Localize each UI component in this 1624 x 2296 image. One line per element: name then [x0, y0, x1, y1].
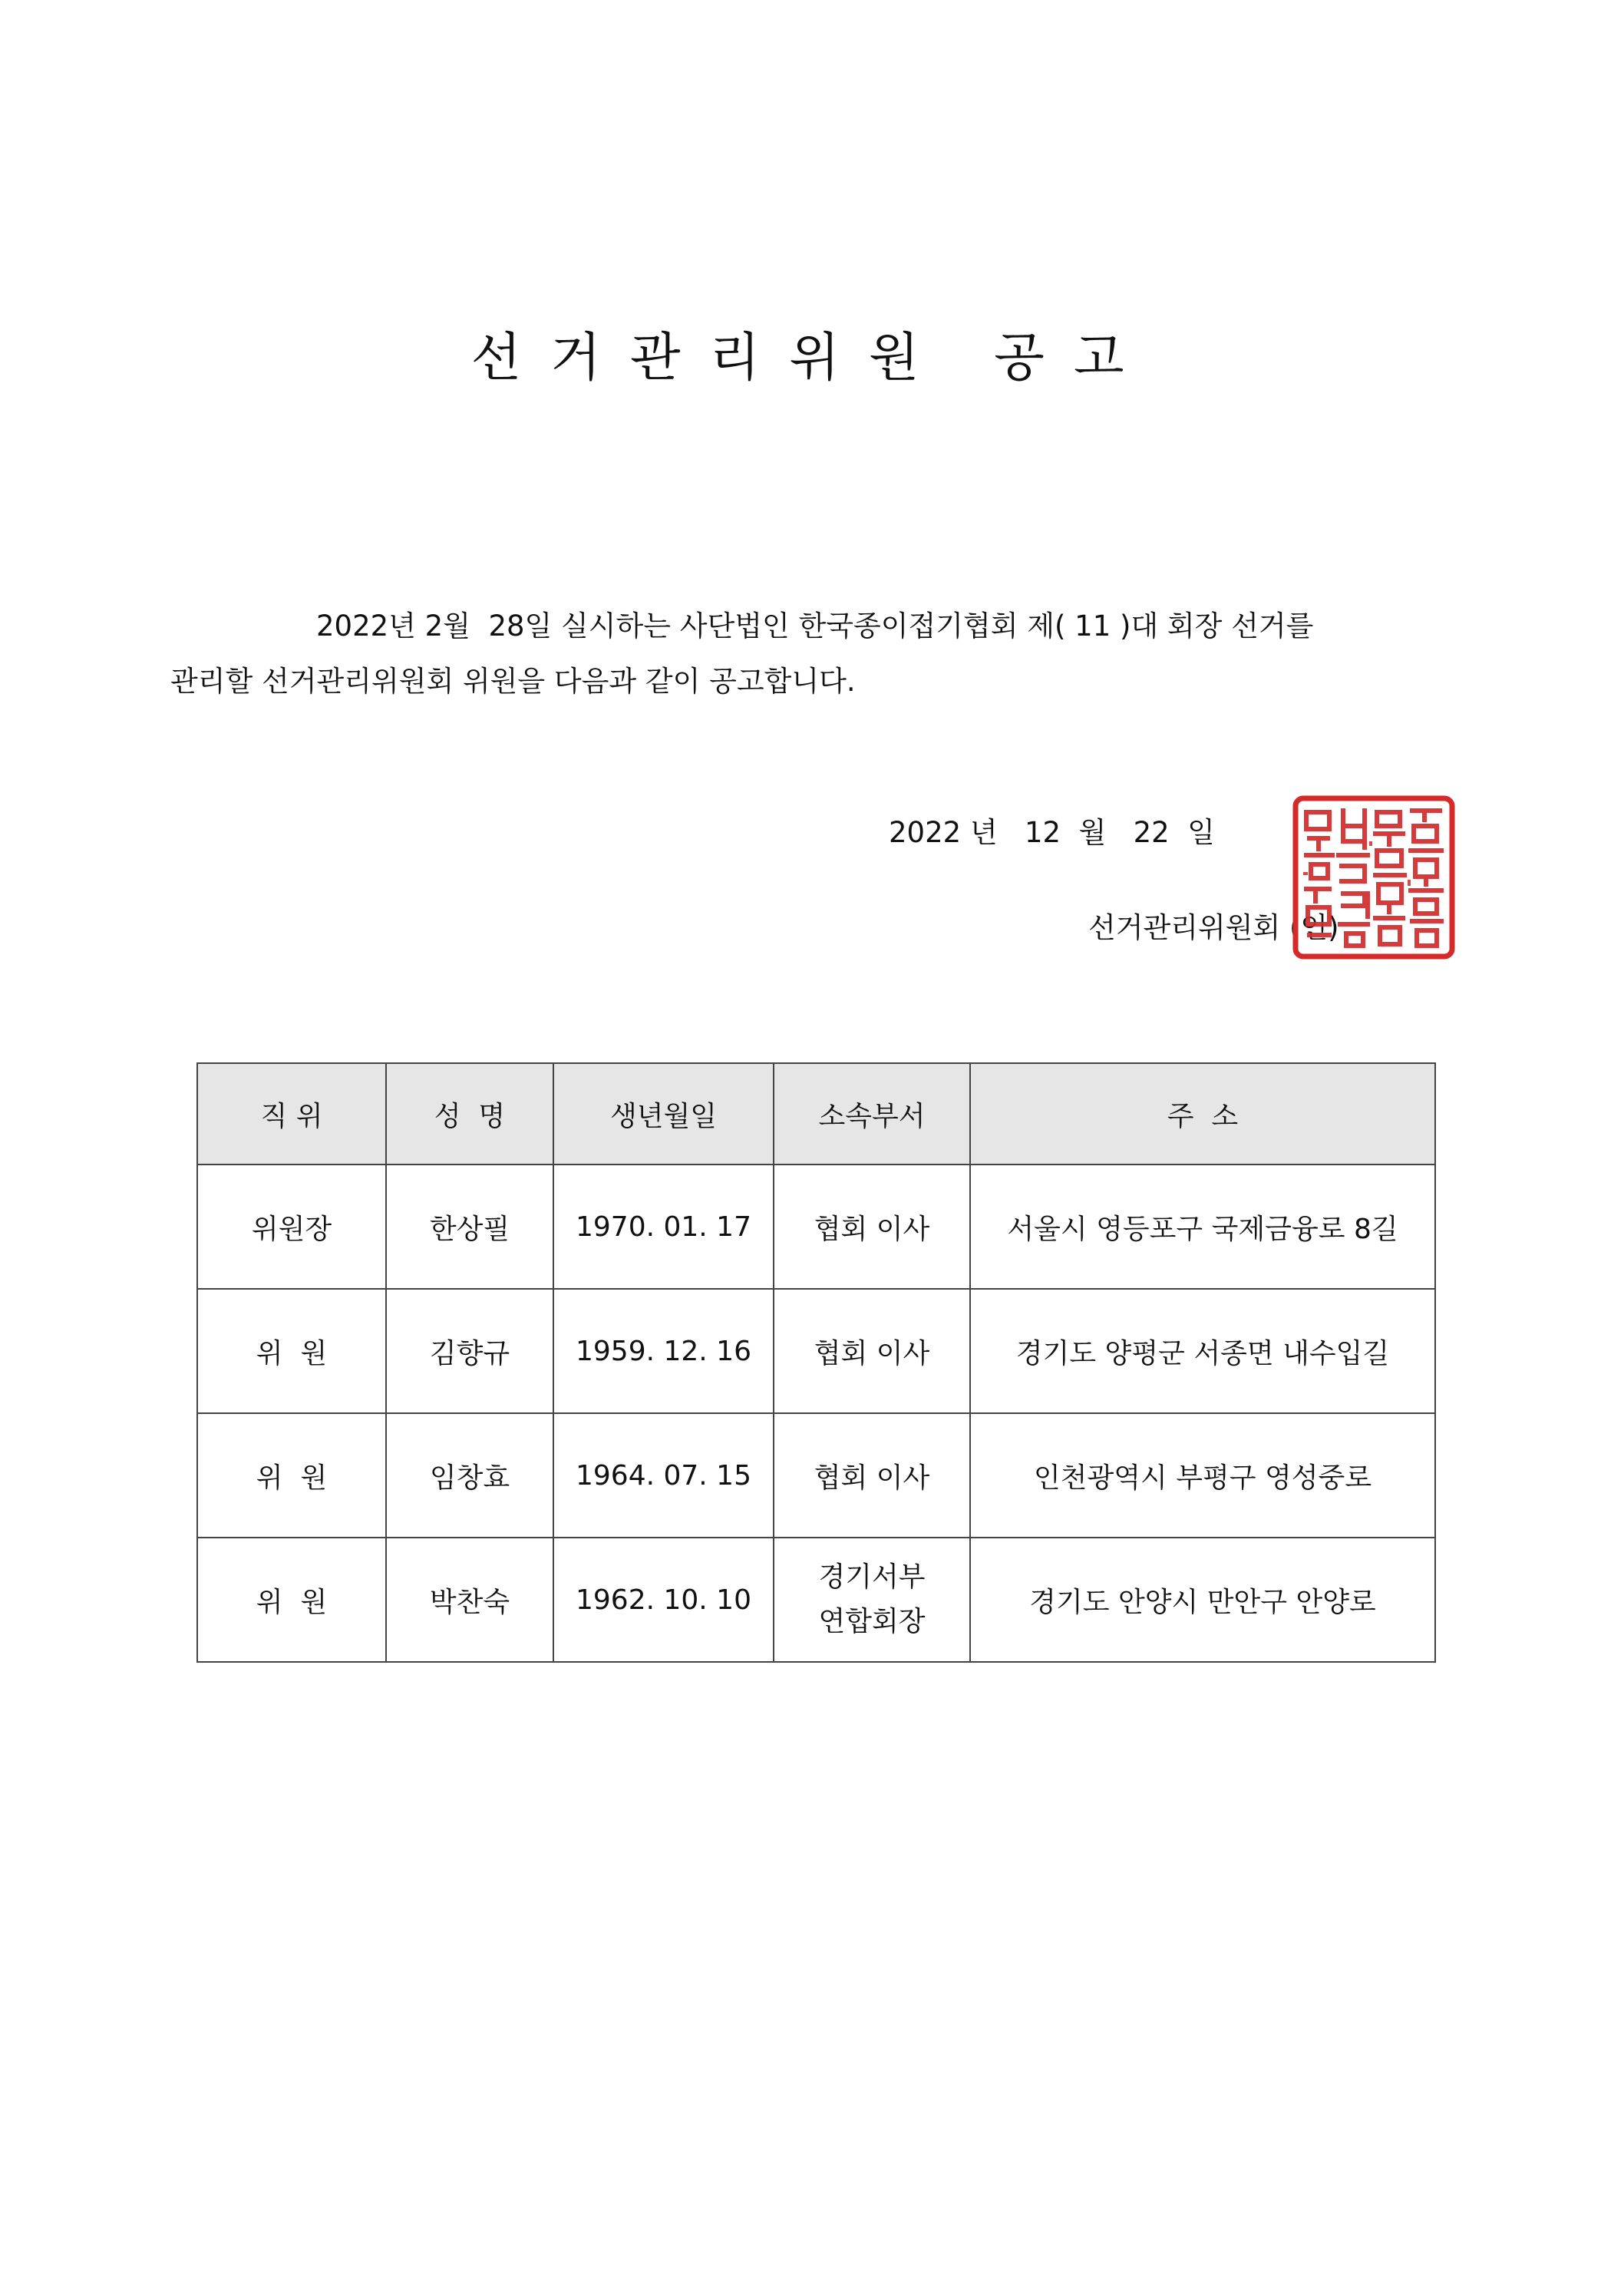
intro-line-2: 관리할 선거관리위원회 위원을 다음과 같이 공고합니다. — [170, 665, 856, 698]
cell-address: 인천광역시 부평구 영성중로 — [970, 1413, 1435, 1538]
official-seal — [1292, 795, 1455, 960]
cell-department-line-1: 경기서부 — [818, 1561, 926, 1593]
table-row — [197, 1538, 1435, 1662]
cell-department: 협회 이사 — [774, 1165, 970, 1289]
header-address: 주 소 — [970, 1063, 1435, 1165]
header-position: 직 위 — [197, 1063, 386, 1165]
cell-department: 협회 이사 — [774, 1413, 970, 1538]
signer-name: 선거관리위원회 (인) — [1088, 911, 1339, 944]
cell-department: 협회 이사 — [774, 1289, 970, 1413]
table-row — [197, 1413, 1435, 1538]
cell-name: 한상필 — [386, 1165, 553, 1289]
cell-position: 위 원 — [197, 1538, 386, 1662]
header-name: 성 명 — [386, 1063, 553, 1165]
cell-birthdate: 1964. 07. 15 — [553, 1413, 774, 1538]
cell-address: 경기도 안양시 만안구 안양로 — [970, 1538, 1435, 1662]
announcement-date: 2022 년 12 월 22 일 — [889, 816, 1215, 849]
committee-member-table — [196, 1062, 1436, 1663]
cell-name: 임창효 — [386, 1413, 553, 1538]
cell-address: 서울시 영등포구 국제금융로 8길 — [970, 1165, 1435, 1289]
table-row — [197, 1289, 1435, 1413]
page-title: 선거관리위원 공고 — [470, 328, 1154, 388]
intro-line-1: 2022년 2월 28일 실시하는 사단법인 한국종이접기협회 제( 11 )대 회장 선거를 — [316, 610, 1314, 643]
cell-name: 박찬숙 — [386, 1538, 553, 1662]
cell-address: 경기도 양평군 서종면 내수입길 — [970, 1289, 1435, 1413]
cell-department-line-2: 연합회장 — [818, 1606, 926, 1637]
header-birthdate: 생년월일 — [553, 1063, 774, 1165]
cell-position: 위원장 — [197, 1165, 386, 1289]
cell-name: 김향규 — [386, 1289, 553, 1413]
cell-birthdate: 1962. 10. 10 — [553, 1538, 774, 1662]
cell-birthdate: 1959. 12. 16 — [553, 1289, 774, 1413]
table-row — [197, 1165, 1435, 1289]
cell-birthdate: 1970. 01. 17 — [553, 1165, 774, 1289]
header-department: 소속부서 — [774, 1063, 970, 1165]
cell-position: 위 원 — [197, 1289, 386, 1413]
cell-department — [774, 1538, 970, 1662]
cell-position: 위 원 — [197, 1413, 386, 1538]
table-header-row — [197, 1063, 1435, 1165]
